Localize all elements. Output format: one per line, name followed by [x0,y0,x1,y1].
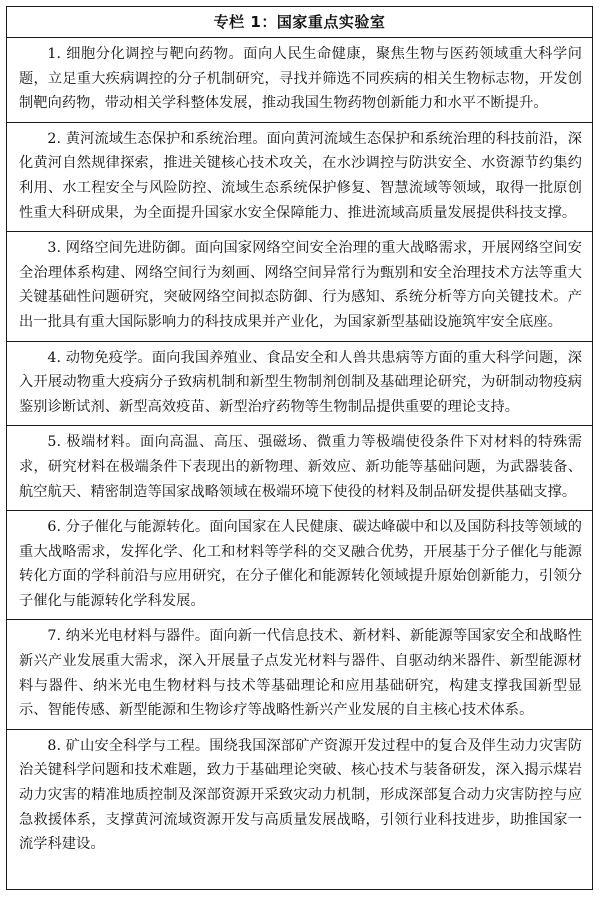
column-title: 专栏 1：国家重点实验室 [7,7,592,38]
item-8: 8. 矿山安全科学与工程。围绕我国深部矿产资源开发过程中的复合及伴生动力灾害防治关键科学问题和技术难题，致力于基础理论突破、核心技术与装备研发，深入揭示煤岩动力灾害的精准地质控制及深部资源开采致灾动力机制，形成深部复合动力灾害防控与应急救援体系，支撑黄河流域资源开发与高质量发展战略，引领行业科技进步，助推国家一流学科建设。 [19,737,582,853]
item-3: 3. 网络空间先进防御。面向国家网络空间安全治理的重大战略需求，开展网络空间安全治理体系构建、网络空间行为刻画、网络空间异常行为甄别和安全治理技术方法等重大关键基础性问题研究，突破网络空间拟态防御、行为感知、系统分析等方向关键技术。产出一批具有重大国际影响力的科技成果并产业化，为国家新型基础设施筑牢安全底座。 [7,232,592,341]
column-box [6,6,593,890]
item-6: 6. 分子催化与能源转化。面向国家在人民健康、碳达峰碳中和以及国防科技等领域的重大战略需求，发挥化学、化工和材料等学科的交叉融合优势，开展基于分子催化与能源转化方面的学科前沿与应用研究，在分子催化和能源转化领域提升原始创新能力，引领分子催化与能源转化学科发展。 [7,511,592,620]
item-1: 1. 细胞分化调控与靶向药物。面向人民生命健康，聚焦生物与医药领域重大科学问题，立足重大疾病调控的分子机制研究，寻找并筛选不同疾病的相关生物标志物，开发创制靶向药物，带动相关学科整体发展，推动我国生物药物创新能力和水平不断提升。 [7,38,592,123]
item-7: 7. 纳米光电材料与器件。面向新一代信息技术、新材料、新能源等国家安全和战略性新兴产业发展重大需求，深入开展量子点发光材料与器件、自驱动纳米器件、新型能源材料与器件、纳米光电生物材料与技术等基础理论和应用基础研究，构建支撑我国新型显示、智能传感、新型能源和生物诊疗等战略性新兴产业发展的自主核心技术体系。 [7,620,592,729]
item-2: 2. 黄河流域生态保护和系统治理。面向黄河流域生态保护和系统治理的科技前沿，深化黄河自然规律探索，推进关键核心技术攻关，在水沙调控与防洪安全、水资源节约集约利用、水工程安全与风险防控、流域生态系统保护修复、智慧流域等领域，取得一批原创性重大科研成果，为全面提升国家水安全保障能力、推进流域高质量发展提供科技支撑。 [7,123,592,232]
item-5: 5. 极端材料。面向高温、高压、强磁场、微重力等极端使役条件下对材料的特殊需求，研究材料在极端条件下表现出的新物理、新效应、新功能等基础问题，为武器装备、航空航天、精密制造等国家战略领域在极端环境下使役的材料及制品研发提供基础支撑。 [7,426,592,511]
item-4: 4. 动物免疫学。面向我国养殖业、食品安全和人兽共患病等方面的重大科学问题，深入开展动物重大疫病分子致病机制和新型生物制剂创制及基础理论研究，为研制动物疫病鉴别诊断试剂、新型高效疫苗、新型治疗药物等生物制品提供重要的理论支持。 [7,342,592,427]
